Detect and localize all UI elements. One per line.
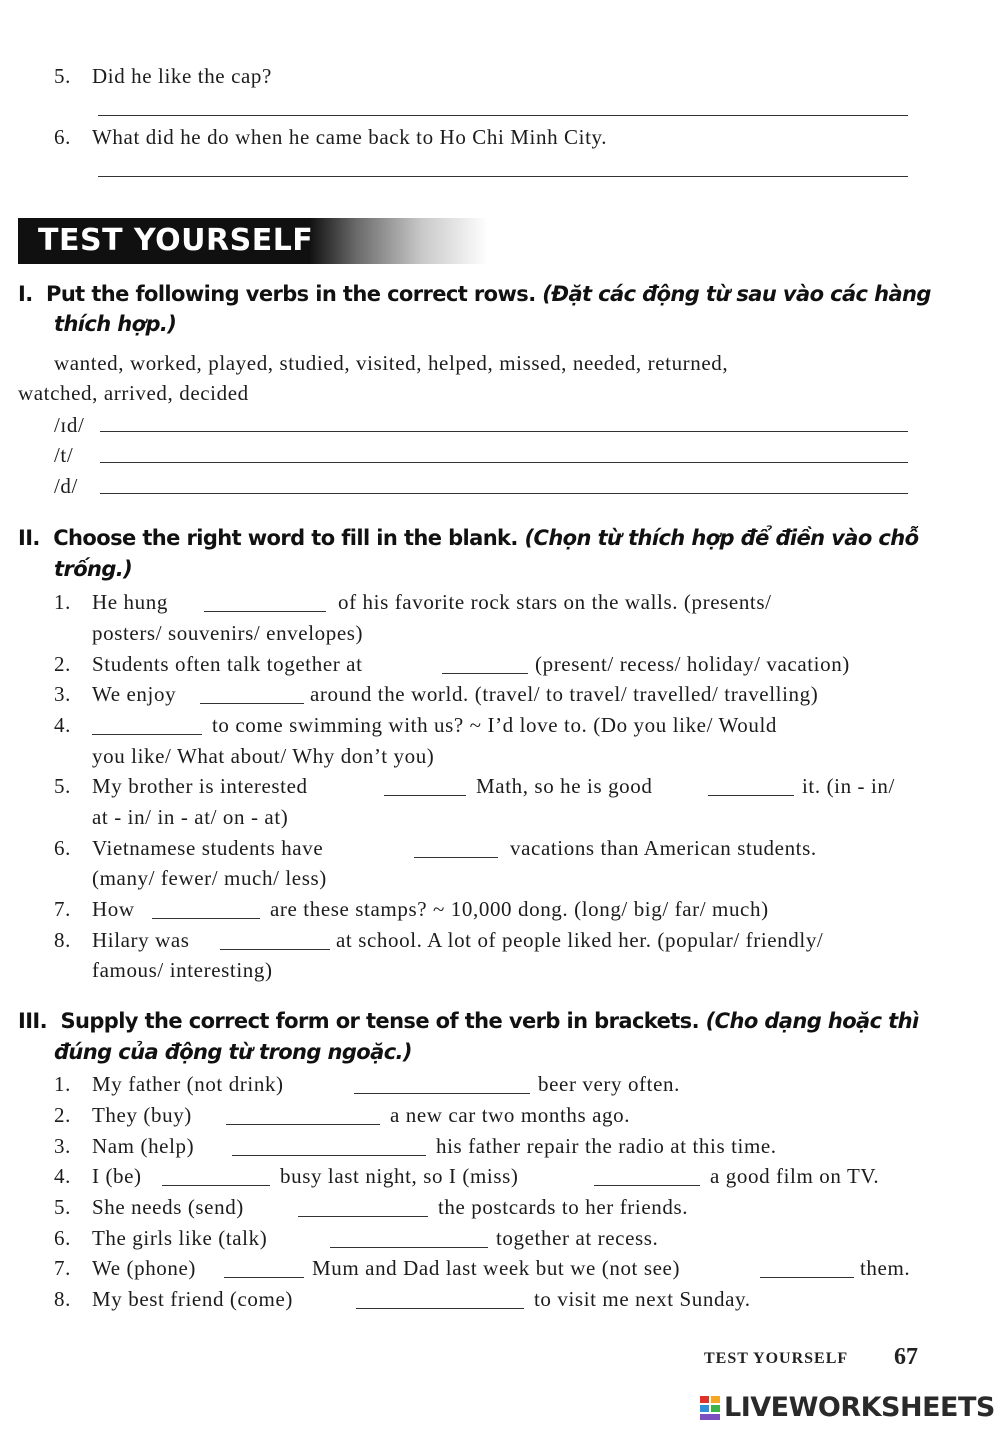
blank[interactable] xyxy=(220,949,330,950)
item-number: 5. xyxy=(54,774,71,798)
question-text: Did he like the cap? xyxy=(92,64,272,88)
item-text: Mum and Dad last week but we (not see) xyxy=(312,1256,681,1280)
question-text: What did he do when he came back to Ho Chi Minh City. xyxy=(92,125,608,149)
blank[interactable] xyxy=(442,673,528,674)
item-text: My best friend (come) xyxy=(92,1287,293,1311)
section-3-heading: III. Supply the correct form or tense of the verb in brackets. (Cho dạng hoặc thì xyxy=(18,1009,919,1033)
question-number: 6. xyxy=(54,125,71,149)
item-number: 5. xyxy=(54,1195,71,1219)
item-text: a good film on TV. xyxy=(710,1164,880,1188)
item-text: I (be) xyxy=(92,1164,142,1188)
blank[interactable] xyxy=(152,918,260,919)
blank[interactable] xyxy=(204,611,326,612)
item-number: 4. xyxy=(54,1164,71,1188)
word-list: wanted, worked, played, studied, visited, helped, missed, needed, returned, xyxy=(54,351,729,375)
footer-label: TEST YOURSELF xyxy=(704,1350,849,1367)
item-text: at - in/ in - at/ on - at) xyxy=(92,805,289,829)
item-text: you like/ What about/ Why don’t you) xyxy=(92,744,435,768)
page-number: 67 xyxy=(894,1344,918,1370)
item-text: at school. A lot of people liked her. (popular/ friendly/ xyxy=(336,928,824,952)
item-number: 6. xyxy=(54,836,71,860)
item-number: 1. xyxy=(54,590,71,614)
item-number: 3. xyxy=(54,1134,71,1158)
item-number: 3. xyxy=(54,682,71,706)
row-answer-line[interactable] xyxy=(100,493,908,494)
item-text: posters/ souvenirs/ envelopes) xyxy=(92,621,364,645)
item-text: We enjoy xyxy=(92,682,177,706)
item-text: My brother is interested xyxy=(92,774,308,798)
brand-wordmark[interactable]: LIVEWORKSHEETS xyxy=(724,1392,995,1423)
item-number: 8. xyxy=(54,928,71,952)
blank[interactable] xyxy=(200,703,304,704)
item-text: busy last night, so I (miss) xyxy=(280,1164,519,1188)
item-text: How xyxy=(92,897,135,921)
item-number: 8. xyxy=(54,1287,71,1311)
item-text: are these stamps? ~ 10,000 dong. (long/ big/ far/ much) xyxy=(270,897,769,921)
item-text: the postcards to her friends. xyxy=(438,1195,689,1219)
item-text: Students often talk together at xyxy=(92,652,363,676)
blank[interactable] xyxy=(354,1093,530,1094)
item-text: around the world. (travel/ to travel/ travelled/ travelling) xyxy=(310,682,819,706)
item-text: vacations than American students. xyxy=(510,836,817,860)
blank[interactable] xyxy=(356,1308,524,1309)
item-text: Vietnamese students have xyxy=(92,836,324,860)
item-text: She needs (send) xyxy=(92,1195,244,1219)
item-text: to come swimming with us? ~ I’d love to. (Do you like/ Would xyxy=(212,713,777,737)
item-number: 2. xyxy=(54,652,71,676)
section-3-heading-cont: đúng của động từ trong ngoặc.) xyxy=(54,1040,412,1064)
item-text: a new car two months ago. xyxy=(390,1103,631,1127)
row-label-t: /t/ xyxy=(54,443,74,467)
question-number: 5. xyxy=(54,64,71,88)
item-text: together at recess. xyxy=(496,1226,659,1250)
blank[interactable] xyxy=(414,857,498,858)
item-number: 2. xyxy=(54,1103,71,1127)
word-list: watched, arrived, decided xyxy=(18,381,249,405)
item-text: of his favorite rock stars on the walls. (presents/ xyxy=(338,590,772,614)
section-1-heading: I. Put the following verbs in the correct rows. (Đặt các động từ sau vào các hàng xyxy=(18,282,931,306)
row-label-d: /d/ xyxy=(54,474,78,498)
item-text: We (phone) xyxy=(92,1256,197,1280)
row-answer-line[interactable] xyxy=(100,431,908,432)
item-number: 7. xyxy=(54,1256,71,1280)
blank[interactable] xyxy=(594,1185,700,1186)
blank[interactable] xyxy=(92,734,202,735)
banner-title: TEST YOURSELF xyxy=(38,223,314,258)
item-text: He hung xyxy=(92,590,168,614)
item-text: it. (in - in/ xyxy=(802,774,895,798)
item-text: Nam (help) xyxy=(92,1134,195,1158)
item-text: them. xyxy=(860,1256,911,1280)
blank[interactable] xyxy=(226,1124,380,1125)
blank[interactable] xyxy=(232,1155,426,1156)
blank[interactable] xyxy=(298,1216,428,1217)
item-text: My father (not drink) xyxy=(92,1072,284,1096)
item-number: 4. xyxy=(54,713,71,737)
item-text: They (buy) xyxy=(92,1103,192,1127)
blank[interactable] xyxy=(330,1247,488,1248)
blank[interactable] xyxy=(224,1277,304,1278)
row-answer-line[interactable] xyxy=(100,462,908,463)
section-2-heading-cont: trống.) xyxy=(54,557,133,581)
item-text: his father repair the radio at this time. xyxy=(436,1134,777,1158)
item-text: (present/ recess/ holiday/ vacation) xyxy=(535,652,850,676)
item-text: Math, so he is good xyxy=(476,774,653,798)
item-number: 6. xyxy=(54,1226,71,1250)
blank[interactable] xyxy=(760,1277,854,1278)
item-text: Hilary was xyxy=(92,928,190,952)
row-label-id: /ɪd/ xyxy=(54,413,85,437)
blank[interactable] xyxy=(384,795,466,796)
liveworksheets-logo-icon xyxy=(700,1396,720,1420)
item-text: famous/ interesting) xyxy=(92,958,273,982)
section-1-heading-cont: thích hợp.) xyxy=(54,312,177,336)
item-number: 1. xyxy=(54,1072,71,1096)
item-text: (many/ fewer/ much/ less) xyxy=(92,866,327,890)
item-text: to visit me next Sunday. xyxy=(534,1287,751,1311)
answer-line[interactable] xyxy=(98,115,908,116)
item-number: 7. xyxy=(54,897,71,921)
item-text: The girls like (talk) xyxy=(92,1226,268,1250)
blank[interactable] xyxy=(708,795,794,796)
answer-line[interactable] xyxy=(98,176,908,177)
blank[interactable] xyxy=(162,1185,270,1186)
section-2-heading: II. Choose the right word to fill in the blank. (Chọn từ thích hợp để điền vào chỗ xyxy=(18,526,919,550)
item-text: beer very often. xyxy=(538,1072,680,1096)
